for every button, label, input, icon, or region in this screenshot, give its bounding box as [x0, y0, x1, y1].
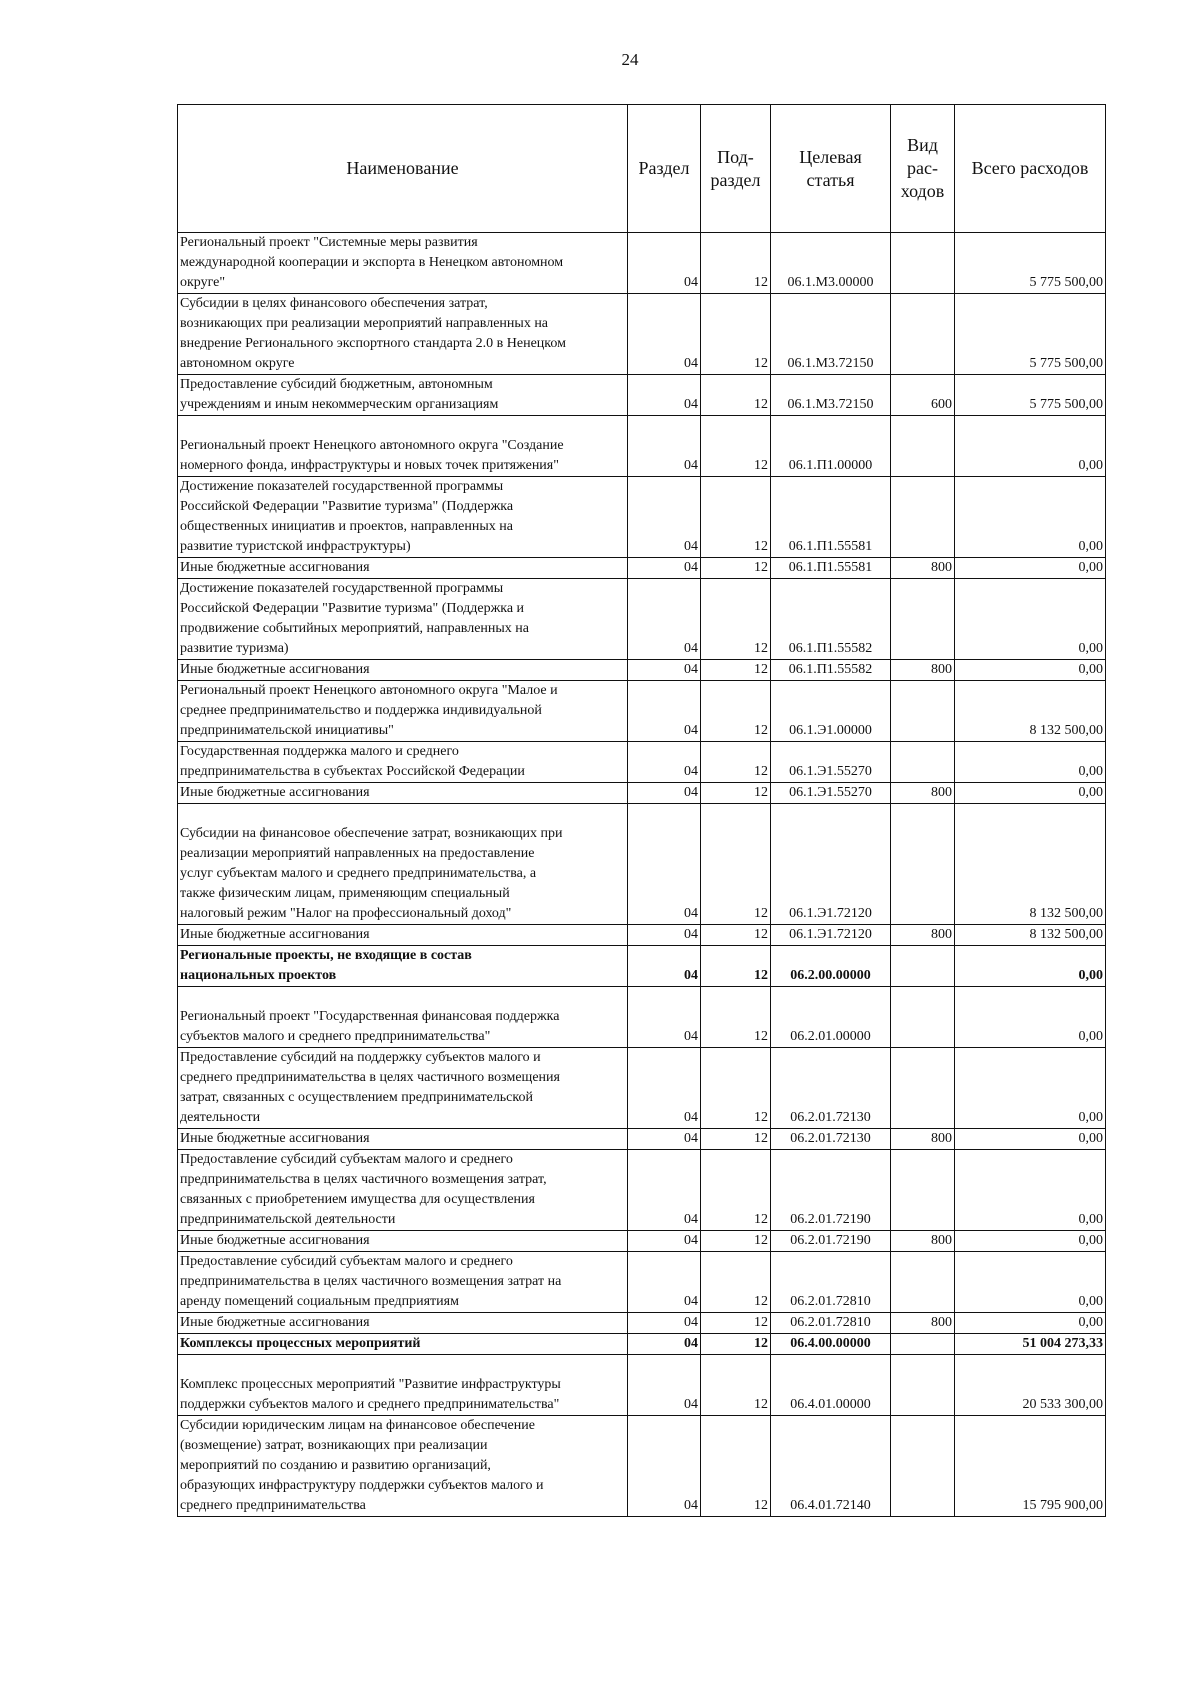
- table-row: [178, 1313, 1106, 1334]
- row-section: 04: [628, 579, 701, 660]
- row-total: 20 533 300,00: [955, 1355, 1106, 1416]
- row-total: 0,00: [955, 1252, 1106, 1313]
- table-row: [178, 1334, 1106, 1355]
- row-total: 0,00: [955, 946, 1106, 987]
- row-total: 0,00: [955, 1231, 1106, 1252]
- row-target-article: 06.1.М3.72150: [771, 294, 891, 375]
- row-expense-type: 800: [891, 783, 955, 804]
- row-name: Предоставление субсидий бюджетным, автономным учреждениям и иным некоммерческим организациям: [178, 375, 628, 416]
- row-subsection: 12: [701, 804, 771, 925]
- row-section: 04: [628, 1252, 701, 1313]
- row-section: 04: [628, 804, 701, 925]
- row-subsection: 12: [701, 783, 771, 804]
- table-row: [178, 1252, 1106, 1313]
- row-subsection: 12: [701, 1355, 771, 1416]
- row-total: 0,00: [955, 558, 1106, 579]
- row-subsection: 12: [701, 1048, 771, 1129]
- row-expense-type: 600: [891, 375, 955, 416]
- table-row: [178, 294, 1106, 375]
- row-total: 5 775 500,00: [955, 294, 1106, 375]
- row-target-article: 06.2.01.72190: [771, 1231, 891, 1252]
- row-target-article: 06.1.Э1.55270: [771, 742, 891, 783]
- row-section: 04: [628, 416, 701, 477]
- row-subsection: 12: [701, 681, 771, 742]
- row-target-article: 06.1.П1.55582: [771, 660, 891, 681]
- row-expense-type: [891, 1355, 955, 1416]
- table-row: [178, 477, 1106, 558]
- row-section: 04: [628, 477, 701, 558]
- table-row: [178, 1129, 1106, 1150]
- table-row: [178, 1416, 1106, 1517]
- row-section: 04: [628, 681, 701, 742]
- row-name: Достижение показателей государственной программы Российской Федерации "Развитие туризма" (Поддержка и продвижение событийных мероприятий, направленных на развитие туризма): [178, 579, 628, 660]
- table-row: [178, 558, 1106, 579]
- row-target-article: 06.1.М3.00000: [771, 233, 891, 294]
- row-target-article: 06.1.Э1.72120: [771, 804, 891, 925]
- row-name: Предоставление субсидий субъектам малого и среднего предпринимательства в целях частичного возмещения затрат на аренду помещений социальным предприятиям: [178, 1252, 628, 1313]
- row-section: 04: [628, 1129, 701, 1150]
- row-section: 04: [628, 783, 701, 804]
- row-target-article: 06.1.Э1.72120: [771, 925, 891, 946]
- row-total: 0,00: [955, 1129, 1106, 1150]
- row-expense-type: 800: [891, 558, 955, 579]
- row-subsection: 12: [701, 1129, 771, 1150]
- row-section: 04: [628, 1313, 701, 1334]
- column-header-subsection: Под- раздел: [701, 105, 771, 233]
- row-subsection: 12: [701, 1231, 771, 1252]
- row-target-article: 06.2.01.72190: [771, 1150, 891, 1231]
- row-subsection: 12: [701, 946, 771, 987]
- row-section: 04: [628, 1150, 701, 1231]
- budget-table: [177, 104, 1106, 1517]
- row-total: 0,00: [955, 1048, 1106, 1129]
- row-target-article: 06.2.01.72130: [771, 1129, 891, 1150]
- row-name: Комплекс процессных мероприятий "Развитие инфраструктуры поддержки субъектов малого и среднего предпринимательства": [178, 1355, 628, 1416]
- row-expense-type: 800: [891, 1129, 955, 1150]
- row-subsection: 12: [701, 1150, 771, 1231]
- row-name: Комплексы процессных мероприятий: [178, 1334, 628, 1355]
- row-target-article: 06.4.01.72140: [771, 1416, 891, 1517]
- row-subsection: 12: [701, 1313, 771, 1334]
- row-total: 15 795 900,00: [955, 1416, 1106, 1517]
- row-section: 04: [628, 1048, 701, 1129]
- table-row: [178, 925, 1106, 946]
- row-name: Достижение показателей государственной программы Российской Федерации "Развитие туризма" (Поддержка общественных инициатив и проектов, направленных на развитие туристской инфраструктуры): [178, 477, 628, 558]
- row-expense-type: [891, 742, 955, 783]
- row-section: 04: [628, 660, 701, 681]
- row-expense-type: 800: [891, 925, 955, 946]
- row-section: 04: [628, 375, 701, 416]
- row-section: 04: [628, 1231, 701, 1252]
- row-subsection: 12: [701, 416, 771, 477]
- row-target-article: 06.1.Э1.00000: [771, 681, 891, 742]
- row-expense-type: [891, 477, 955, 558]
- row-name: Региональный проект "Системные меры развития международной кооперации и экспорта в Ненецком автономном округе": [178, 233, 628, 294]
- table-row: [178, 660, 1106, 681]
- row-expense-type: [891, 1150, 955, 1231]
- row-target-article: 06.2.00.00000: [771, 946, 891, 987]
- row-target-article: 06.1.П1.55582: [771, 579, 891, 660]
- row-section: 04: [628, 987, 701, 1048]
- row-target-article: 06.1.М3.72150: [771, 375, 891, 416]
- row-subsection: 12: [701, 1416, 771, 1517]
- row-name: Иные бюджетные ассигнования: [178, 1231, 628, 1252]
- row-subsection: 12: [701, 1334, 771, 1355]
- row-expense-type: 800: [891, 660, 955, 681]
- table-row: [178, 233, 1106, 294]
- row-expense-type: 800: [891, 1231, 955, 1252]
- row-target-article: 06.2.01.00000: [771, 987, 891, 1048]
- row-subsection: 12: [701, 925, 771, 946]
- row-subsection: 12: [701, 477, 771, 558]
- row-section: 04: [628, 1416, 701, 1517]
- row-subsection: 12: [701, 558, 771, 579]
- table-row: [178, 742, 1106, 783]
- row-name: Иные бюджетные ассигнования: [178, 1129, 628, 1150]
- row-target-article: 06.4.01.00000: [771, 1355, 891, 1416]
- row-section: 04: [628, 1355, 701, 1416]
- row-total: 0,00: [955, 416, 1106, 477]
- row-name: Иные бюджетные ассигнования: [178, 1313, 628, 1334]
- table-row: [178, 416, 1106, 477]
- row-section: 04: [628, 742, 701, 783]
- row-total: 0,00: [955, 783, 1106, 804]
- row-section: 04: [628, 925, 701, 946]
- row-total: 0,00: [955, 987, 1106, 1048]
- table-row: [178, 783, 1106, 804]
- row-name: Региональный проект Ненецкого автономного округа "Малое и среднее предпринимательство и поддержка индивидуальной предпринимательской инициативы": [178, 681, 628, 742]
- table-row: [178, 804, 1106, 925]
- table-row: [178, 1150, 1106, 1231]
- row-total: 0,00: [955, 1313, 1106, 1334]
- row-name: Региональные проекты, не входящие в состав национальных проектов: [178, 946, 628, 987]
- row-total: 0,00: [955, 477, 1106, 558]
- row-total: 5 775 500,00: [955, 375, 1106, 416]
- row-name: Субсидии на финансовое обеспечение затрат, возникающих при реализации мероприятий направленных на предоставление услуг субъектам малого и среднего предпринимательства, а также физическим лицам, применяющим специальный налоговый режим "Налог на профессиональный доход": [178, 804, 628, 925]
- table-row: [178, 946, 1106, 987]
- row-expense-type: [891, 1048, 955, 1129]
- row-expense-type: [891, 233, 955, 294]
- table-row: [178, 1048, 1106, 1129]
- table-row: [178, 579, 1106, 660]
- row-subsection: 12: [701, 294, 771, 375]
- row-subsection: 12: [701, 660, 771, 681]
- row-expense-type: [891, 294, 955, 375]
- row-target-article: 06.2.01.72810: [771, 1313, 891, 1334]
- row-section: 04: [628, 233, 701, 294]
- row-name: Государственная поддержка малого и среднего предпринимательства в субъектах Российской Федерации: [178, 742, 628, 783]
- row-expense-type: [891, 804, 955, 925]
- row-name: Предоставление субсидий на поддержку субъектов малого и среднего предпринимательства в целях частичного возмещения затрат, связанных с осуществлением предпринимательской деятельности: [178, 1048, 628, 1129]
- row-name: Предоставление субсидий субъектам малого и среднего предпринимательства в целях частичного возмещения затрат, связанных с приобретением имущества для осуществления предпринимательской деятельности: [178, 1150, 628, 1231]
- row-target-article: 06.1.П1.00000: [771, 416, 891, 477]
- row-name: Региональный проект "Государственная финансовая поддержка субъектов малого и среднего предпринимательства": [178, 987, 628, 1048]
- table-header-row: [178, 105, 1106, 233]
- column-header-section: Раздел: [628, 105, 701, 233]
- table-row: [178, 1355, 1106, 1416]
- row-name: Иные бюджетные ассигнования: [178, 925, 628, 946]
- row-total: 8 132 500,00: [955, 925, 1106, 946]
- row-name: Иные бюджетные ассигнования: [178, 783, 628, 804]
- column-header-expense-type: Вид рас- ходов: [891, 105, 955, 233]
- row-subsection: 12: [701, 579, 771, 660]
- row-expense-type: [891, 416, 955, 477]
- row-total: 8 132 500,00: [955, 804, 1106, 925]
- row-expense-type: [891, 946, 955, 987]
- row-subsection: 12: [701, 742, 771, 783]
- row-subsection: 12: [701, 987, 771, 1048]
- page-number: 24: [621, 50, 639, 69]
- table-row: [178, 375, 1106, 416]
- row-expense-type: [891, 1334, 955, 1355]
- row-total: 0,00: [955, 660, 1106, 681]
- row-total: 5 775 500,00: [955, 233, 1106, 294]
- row-name: Региональный проект Ненецкого автономного округа "Создание номерного фонда, инфраструктуры и новых точек притяжения": [178, 416, 628, 477]
- row-section: 04: [628, 558, 701, 579]
- row-target-article: 06.2.01.72810: [771, 1252, 891, 1313]
- row-total: 0,00: [955, 1150, 1106, 1231]
- row-expense-type: [891, 1416, 955, 1517]
- table-row: [178, 987, 1106, 1048]
- row-name: Иные бюджетные ассигнования: [178, 558, 628, 579]
- row-target-article: 06.1.П1.55581: [771, 477, 891, 558]
- table-row: [178, 681, 1106, 742]
- row-expense-type: [891, 1252, 955, 1313]
- row-subsection: 12: [701, 233, 771, 294]
- row-name: Иные бюджетные ассигнования: [178, 660, 628, 681]
- row-name: Субсидии в целях финансового обеспечения затрат, возникающих при реализации мероприятий направленных на внедрение Регионального экспортного стандарта 2.0 в Ненецком автономном округе: [178, 294, 628, 375]
- row-total: 0,00: [955, 579, 1106, 660]
- column-header-total: Всего расходов: [955, 105, 1106, 233]
- column-header-target: Целевая статья: [771, 105, 891, 233]
- row-target-article: 06.2.01.72130: [771, 1048, 891, 1129]
- column-header-name: Наименование: [178, 105, 628, 233]
- row-subsection: 12: [701, 1252, 771, 1313]
- row-name: Субсидии юридическим лицам на финансовое обеспечение (возмещение) затрат, возникающих при реализации мероприятий по созданию и развитию организаций, образующих инфраструктуру поддержки субъектов малого и среднего предпринимательства: [178, 1416, 628, 1517]
- row-expense-type: [891, 987, 955, 1048]
- row-target-article: 06.1.Э1.55270: [771, 783, 891, 804]
- row-expense-type: 800: [891, 1313, 955, 1334]
- row-subsection: 12: [701, 375, 771, 416]
- row-section: 04: [628, 946, 701, 987]
- table-row: [178, 1231, 1106, 1252]
- row-expense-type: [891, 681, 955, 742]
- row-expense-type: [891, 579, 955, 660]
- row-target-article: 06.1.П1.55581: [771, 558, 891, 579]
- row-section: 04: [628, 294, 701, 375]
- row-section: 04: [628, 1334, 701, 1355]
- row-total: 51 004 273,33: [955, 1334, 1106, 1355]
- row-total: 8 132 500,00: [955, 681, 1106, 742]
- row-total: 0,00: [955, 742, 1106, 783]
- row-target-article: 06.4.00.00000: [771, 1334, 891, 1355]
